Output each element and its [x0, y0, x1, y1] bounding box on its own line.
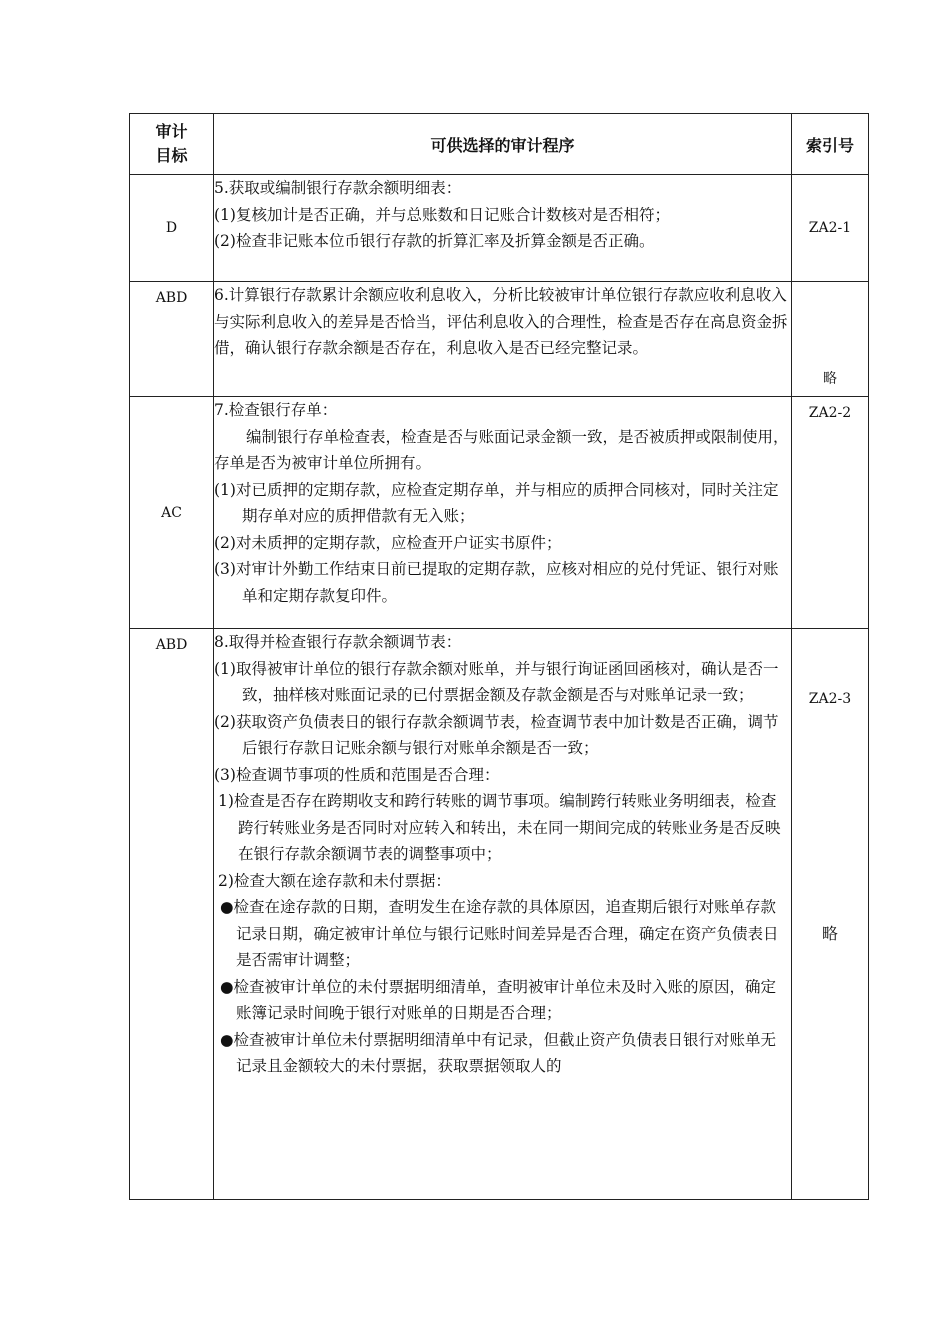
row-goal: AC: [130, 397, 214, 629]
table-row: [130, 397, 869, 629]
procedure-bullet: ●检查被审计单位未付票据明细清单中有记录，但截止资产负债表日银行对账单无记录且金额较大的未付票据，获取票据领取人的: [220, 1030, 777, 1075]
row-index: ZA2-2: [792, 397, 869, 629]
header-audit-goal: 审计 目标: [130, 114, 214, 175]
row-goal: ABD: [130, 629, 214, 1200]
row-procedure: [214, 397, 792, 629]
table-row: [130, 629, 869, 1200]
row-goal: D: [130, 175, 214, 282]
row-index-primary: ZA2-3: [808, 691, 852, 707]
procedure-title: 8.取得并检查银行存款余额调节表：: [214, 633, 462, 651]
row-goal: ABD: [130, 282, 214, 397]
procedure-item: (2)检查非记账本位币银行存款的折算汇率及折算金额是否正确。: [214, 232, 655, 250]
procedure-bullet: ●检查在途存款的日期，查明发生在途存款的具体原因，追查期后银行对账单存款记录日期，确定被审计单位与银行记账时间差异是否合理，确定在资产负债表日是否需审计调整；: [220, 898, 779, 969]
audit-procedure-table: [129, 113, 869, 1200]
procedure-subitem: 2)检查大额在途存款和未付票据：: [218, 871, 451, 890]
procedure-item: (1)对已质押的定期存款，应检查定期存单，并与相应的质押合同核对，同时关注定期存单对应的质押借款有无入账；: [214, 480, 779, 525]
row-index: 略: [792, 282, 869, 397]
table-header-row: [130, 114, 869, 175]
procedure-item: (2)对未质押的定期存款，应检查开户证实书原件；: [214, 533, 562, 552]
row-index-secondary: 略: [821, 924, 838, 943]
procedure-item: (2)获取资产负债表日的银行存款余额调节表，检查调节表中加计数是否正确，调节后银行存款日记账余额与银行对账单余额是否一致；: [214, 712, 779, 757]
table-row: [130, 175, 869, 282]
procedure-item: (1)复核加计是否正确，并与总账数和日记账合计数核对是否相符；: [214, 205, 670, 224]
procedure-item: (3)检查调节事项的性质和范围是否合理：: [214, 765, 500, 784]
row-index: [792, 629, 869, 1200]
procedure-item: (3)对审计外勤工作结束日前已提取的定期存款，应核对相应的兑付凭证、银行对账单和定期存款复印件。: [214, 560, 779, 605]
procedure-intro: 编制银行存单检查表，检查是否与账面记录金额一致，是否被质押或限制使用，存单是否为被审计单位所拥有。: [214, 427, 789, 472]
procedure-subitem: 1)检查是否存在跨期收支和跨行转账的调节事项。编制跨行转账业务明细表，检查跨行转账业务是否同时对应转入和转出，未在同一期间完成的转账业务是否反映在银行存款余额调节表的调整事项中；: [218, 792, 781, 863]
header-procedure: 可供选择的审计程序: [214, 114, 792, 175]
table-row: [130, 282, 869, 397]
procedure-title: 7.检查银行存单：: [214, 401, 338, 419]
row-index: ZA2-1: [792, 175, 869, 282]
procedure-bullet: ●检查被审计单位的未付票据明细清单，查明被审计单位未及时入账的原因，确定账簿记录时间晚于银行对账单的日期是否合理；: [220, 977, 777, 1022]
row-procedure: [214, 629, 792, 1200]
row-procedure: [214, 175, 792, 282]
row-procedure: [214, 282, 792, 397]
procedure-text: 6.计算银行存款累计余额应收利息收入，分析比较被审计单位银行存款应收利息收入与实际利息收入的差异是否恰当，评估利息收入的合理性，检查是否存在高息资金拆借，确认银行存款余额是否存在，利息收入是否已经完整记录。: [214, 286, 788, 357]
procedure-item: (1)取得被审计单位的银行存款余额对账单，并与银行询证函回函核对，确认是否一致，抽样核对账面记录的已付票据金额及存款金额是否与对账单记录一致；: [214, 659, 779, 704]
header-index: 索引号: [792, 114, 869, 175]
procedure-title: 5.获取或编制银行存款余额明细表：: [214, 179, 462, 197]
